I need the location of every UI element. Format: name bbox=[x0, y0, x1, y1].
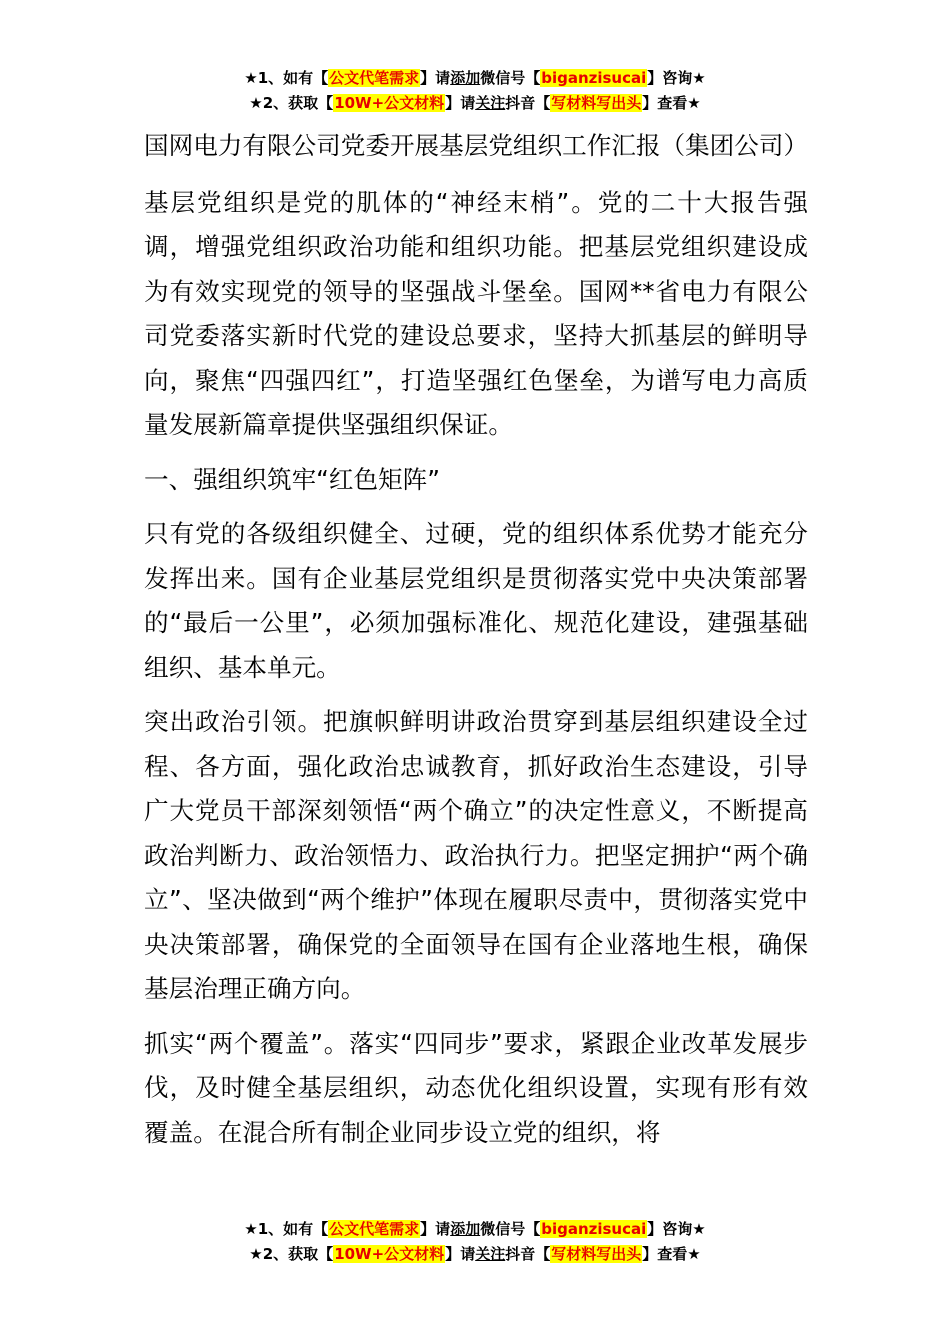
banner-line-1: ★1、如有【公文代笔需求】请添加微信号【biganzisucai】咨询★ bbox=[244, 69, 706, 87]
highlight-materials: 10W+公文材料 bbox=[334, 94, 445, 112]
paragraph-two-coverages: 抓实“两个覆盖”。落实“四同步”要求，紧跟企业改革发展步伐，及时健全基层组织，动态优化组织设置，实现有形有效覆盖。在混合所有制企业同步设立党的组织，将 bbox=[144, 1028, 808, 1147]
banner-line-2: ★2、获取【10W+公文材料】请关注抖音【写材料写出头】查看★ bbox=[249, 94, 701, 112]
banner-line-1: ★1、如有【公文代笔需求】请添加微信号【biganzisucai】咨询★ bbox=[244, 1220, 706, 1238]
highlight-douyin-id: 写材料写出头 bbox=[551, 1245, 642, 1263]
header-banner bbox=[0, 66, 950, 116]
section-heading-1: 一、强组织筑牢“红色矩阵” bbox=[144, 464, 441, 494]
document-body bbox=[144, 124, 808, 1165]
document-title: 国网电力有限公司党委开展基层党组织工作汇报（集团公司） bbox=[144, 131, 809, 160]
footer-banner bbox=[0, 1217, 950, 1267]
banner-line-2: ★2、获取【10W+公文材料】请关注抖音【写材料写出头】查看★ bbox=[249, 1245, 701, 1263]
paragraph-political-leadership: 突出政治引领。把旗帜鲜明讲政治贯穿到基层组织建设全过程、各方面，强化政治忠诚教育，抓好政治生态建设，引导广大党员干部深刻领悟“两个确立”的决定性意义，不断提高政治判断力、政治领悟力、政治执行力。把坚定拥护“两个确立”、坚决做到“两个维护”体现在履职尽责中，贯彻落实党中央决策部署，确保党的全面领导在国有企业落地生根，确保基层治理正确方向。 bbox=[144, 707, 808, 1003]
paragraph-intro: 基层党组织是党的肌体的“神经末梢”。党的二十大报告强调，增强党组织政治功能和组织功能。把基层党组织建设成为有效实现党的领导的坚强战斗堡垒。国网**省电力有限公司党委落实新时代党的建设总要求，坚持大抓基层的鲜明导向，聚焦“四强四红”，打造坚强红色堡垒，为谱写电力高质量发展新篇章提供坚强组织保证。 bbox=[144, 187, 808, 439]
highlight-service: 公文代笔需求 bbox=[329, 1220, 420, 1238]
highlight-wechat-id: biganzisucai bbox=[541, 69, 647, 87]
highlight-douyin-id: 写材料写出头 bbox=[551, 94, 642, 112]
paragraph-organization: 只有党的各级组织健全、过硬，党的组织体系优势才能充分发挥出来。国有企业基层党组织是贯彻落实党中央决策部署的“最后一公里”，必须加强标准化、规范化建设，建强基础组织、基本单元。 bbox=[144, 519, 808, 682]
highlight-materials: 10W+公文材料 bbox=[334, 1245, 445, 1263]
highlight-service: 公文代笔需求 bbox=[329, 69, 420, 87]
highlight-wechat-id: biganzisucai bbox=[541, 1220, 647, 1238]
